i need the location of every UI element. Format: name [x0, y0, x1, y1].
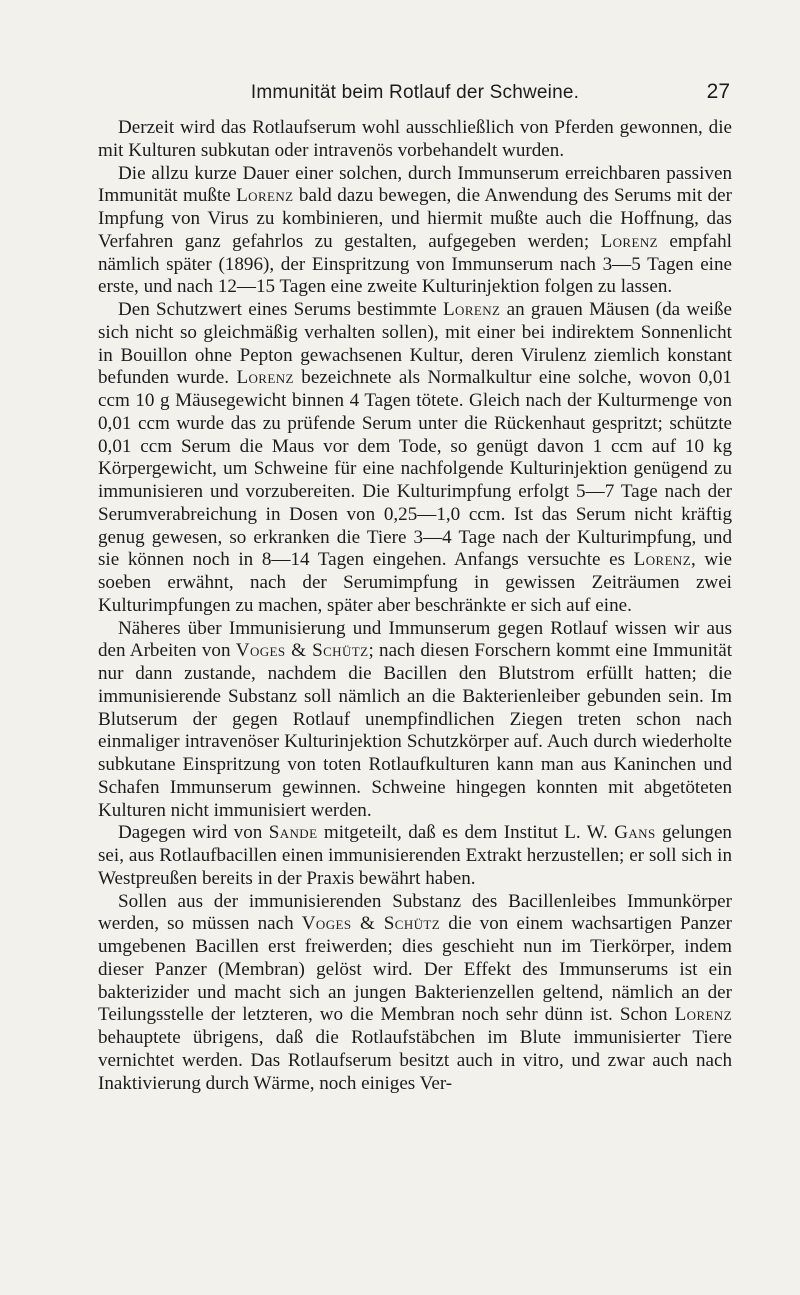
author-name: Lorenz: [442, 299, 501, 320]
author-name: Lorenz: [633, 549, 692, 571]
paragraph-5: Dagegen wird von Sande mitgeteilt, daß es dem Institut L. W. Gans gelungen sei, aus Rotlaufbacillen einen immunisierenden Extrakt herzustellen; er soll sich in Westpreußen bereits in der Praxis bewährt haben.: [98, 822, 732, 889]
running-title: Immunität beim Rotlauf der Schweine.: [250, 82, 580, 103]
author-name: Voges & Schütz: [301, 913, 441, 935]
author-name: Gans: [614, 822, 656, 844]
body-text: [98, 117, 732, 1095]
running-head: [98, 82, 732, 108]
paragraph-4: Näheres über Immunisierung und Immunserum gegen Rotlauf wissen wir aus den Arbeiten von Voges & Schütz; nach diesen Forschern kommt eine Immunität nur dann zustande, nachdem die Bacillen den Blutstrom erfüllt hatten; die immunisierende Substanz soll nämlich an die Bakterienleiber gebunden sein. Im Blutserum der gegen Rotlauf unempfindlichen Ziegen treten schon nach einmaliger intravenöser Kulturinjektion Schutzkörper auf. Auch durch wiederholte subkutane Einspritzung von toten Rotlaufkulturen kann man aus Kaninchen und Schafen Immunserum gewinnen. Schweine hingegen konnten mit abgetöteten Kulturen nicht immunisiert werden.: [98, 617, 732, 821]
paragraph-3: Den Schutzwert eines Serums bestimmte Lorenz an grauen Mäusen (da weiße sich nicht so gleichmäßig verhalten sollen), mit einer bei indirektem Sonnenlicht in Bouillon ohne Pepton gewachsenen Kultur, deren Virulenz ziemlich konstant befunden wurde. Lorenz bezeichnete als Normalkultur eine solche, wovon 0,01 ccm 10 g Mäusegewicht binnen 4 Tagen tötete. Gleich nach der Kulturmenge von 0,01 ccm wurde das zu prüfende Serum unter die Rückenhaut gespritzt; schützte 0,01 ccm Serum die Maus vor dem Tode, so genügt davon 1 ccm auf 10 kg Körpergewicht, um Schweine für eine nachfolgende Kulturinjektion genügend zu immunisieren und vorzubereiten. Die Kulturimpfung erfolgt 5—7 Tage nach der Serumverabreichung in Dosen von 0,25—1,0 ccm. Ist das Serum nicht kräftig genug gewesen, so erkranken die Tiere 3—4 Tage nach der Kulturimpfung, und sie können noch in 8—14 Tagen eingehen. Anfangs versuchte es Lorenz, wie soeben erwähnt, nach der Serumimpfung in gewissen Zeiträumen zwei Kulturimpfungen zu machen, später aber beschränkte er sich auf eine.: [98, 299, 732, 616]
author-name: Sande: [268, 822, 318, 844]
author-name: Lorenz: [600, 230, 658, 252]
author-name: Lorenz: [236, 185, 294, 207]
page-number: 27: [706, 80, 730, 103]
author-name: Lorenz: [674, 1004, 732, 1026]
paragraph-1: Derzeit wird das Rotlaufserum wohl ausschließlich von Pferden gewonnen, die mit Kulturen subkutan oder intravenös vorbehandelt wurden.: [98, 117, 732, 161]
author-name: Voges & Schütz: [235, 640, 369, 662]
author-name: Lorenz: [236, 367, 294, 389]
paragraph-6: Sollen aus der immunisierenden Substanz des Bacillenleibes Immunkörper werden, so müssen nach Voges & Schütz die von einem wachsartigen Panzer umgebenen Bacillen erst freiwerden; dies geschieht nun im Tierkörper, indem dieser Panzer (Membran) gelöst wird. Der Effekt des Immunserums ist ein bakterizider und macht sich an jungen Bakterienzellen geltend, nämlich an der Teilungsstelle der letzteren, wo die Membran noch sehr dünn ist. Schon Lorenz behauptete übrigens, daß die Rotlaufstäbchen im Blute immunisierter Tiere vernichtet werden. Das Rotlaufserum besitzt auch in vitro, und zwar auch nach Inaktivierung durch Wärme, noch einiges Ver-: [98, 890, 732, 1094]
paragraph-2: Die allzu kurze Dauer einer solchen, durch Immunserum erreichbaren passiven Immunität mußte Lorenz bald dazu bewegen, die Anwendung des Serums mit der Impfung von Virus zu kombinieren, und hiermit mußte auch die Hoffnung, das Verfahren ganz gefahrlos zu gestalten, aufgegeben werden; Lorenz empfahl nämlich später (1896), der Einspritzung von Immunserum nach 3—5 Tagen eine erste, und nach 12—15 Tagen eine zweite Kulturinjektion folgen zu lassen.: [98, 162, 732, 298]
